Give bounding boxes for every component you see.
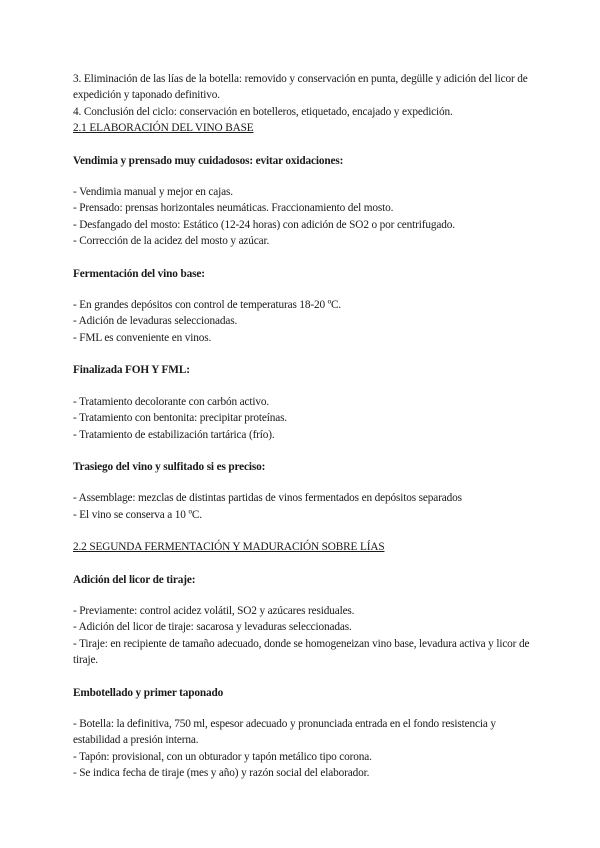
list-item: - Tapón: provisional, con un obturador y tapón metálico tipo corona. xyxy=(73,750,372,763)
list-item: - Previamente: control acidez volátil, SO2 y azúcares residuales. xyxy=(73,604,355,617)
list-item: - Desfangado del mosto: Estático (12-24 horas) con adición de SO2 o por centrifugado. xyxy=(73,218,455,231)
list-item: - En grandes depósitos con control de temperaturas 18-20 ºC. xyxy=(73,299,342,312)
list-item: - Tratamiento de estabilización tartárica (frío). xyxy=(73,428,275,441)
list-item: - Adición de levaduras seleccionadas. xyxy=(73,315,238,328)
list-item: - Se indica fecha de tiraje (mes y año) y razón social del elaborador. xyxy=(73,767,370,780)
list-item: - Adición del licor de tiraje: sacarosa y levaduras seleccionadas. xyxy=(73,621,352,634)
list-item: - Corrección de la acidez del mosto y azúcar. xyxy=(73,235,270,248)
subheading-fermentacion: Fermentación del vino base: xyxy=(73,267,205,280)
section-title-second-fermentation: 2.2 SEGUNDA FERMENTACIÓN Y MADURACIÓN SOBRE LÍAS xyxy=(73,541,385,554)
list-item: - FML es conveniente en vinos. xyxy=(73,331,212,344)
intro-item-3: 3. Eliminación de las lías de la botella: removido y conservación en punta, degülle y adición del licor de expedición y taponado definitivo. xyxy=(73,73,528,102)
list-item: - Tratamiento con bentonita: precipitar proteínas. xyxy=(73,412,287,425)
subheading-finalizada: Finalizada FOH Y FML: xyxy=(73,364,190,377)
subheading-embotellado: Embotellado y primer taponado xyxy=(73,686,224,699)
list-item: - Prensado: prensas horizontales neumáticas. Fraccionamiento del mosto. xyxy=(73,202,394,215)
document-body xyxy=(73,71,533,782)
list-item: - Botella: la definitiva, 750 ml, espesor adecuado y pronunciada entrada en el fondo resistencia y estabilidad a presión interna. xyxy=(73,717,496,747)
subheading-trasiego: Trasiego del vino y sulfitado si es preciso: xyxy=(73,460,266,473)
list-item: - Tratamiento decolorante con carbón activo. xyxy=(73,395,270,408)
intro-item-4: 4. Conclusión del ciclo: conservación en botelleros, etiquetado, encajado y expedición. xyxy=(73,105,453,118)
list-item: - El vino se conserva a 10 ºC. xyxy=(73,508,202,521)
list-item: - Vendimia manual y mejor en cajas. xyxy=(73,186,233,199)
list-item: - Assemblage: mezclas de distintas partidas de vinos fermentados en depósitos separados xyxy=(73,492,462,505)
section-title-base-wine: 2.1 ELABORACIÓN DEL VINO BASE xyxy=(73,122,254,135)
subheading-licor-tiraje: Adición del licor de tiraje: xyxy=(73,573,196,586)
list-item: - Tiraje: en recipiente de tamaño adecuado, donde se homogeneizan vino base, levadura activa y licor de tiraje. xyxy=(73,637,530,667)
subheading-vendimia: Vendimia y prensado muy cuidadosos: evitar oxidaciones: xyxy=(73,154,344,167)
